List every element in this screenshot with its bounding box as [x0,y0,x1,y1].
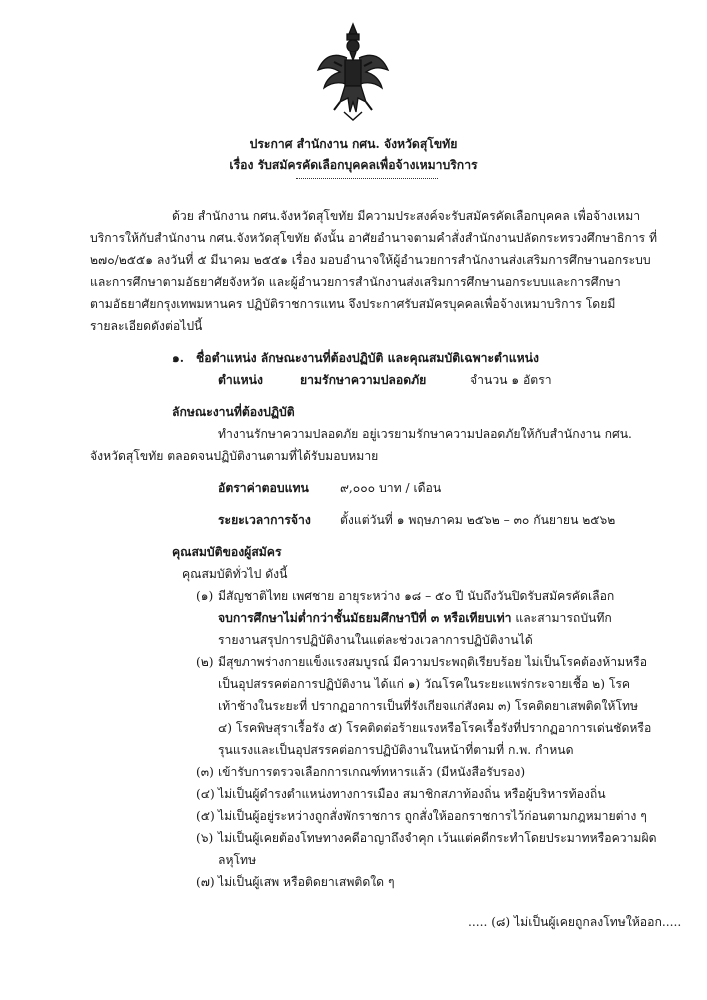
duty-text: จังหวัดสุโขทัย ตลอดจนปฏิบัติงานตามที่ได้รับมอบหมาย [90,449,379,463]
intro-line: รายละเอียดดังต่อไปนี้ [90,319,203,333]
qual-number: (๔) [196,787,215,801]
position-label: ตำแหน่ง [218,373,263,387]
section-title: ชื่อตำแหน่ง ลักษณะงานที่ต้องปฏิบัติ และคุณสมบัติเฉพาะตำแหน่ง [196,351,539,365]
announcement-title: ประกาศ สำนักงาน กศน. จังหวัดสุโขทัย [249,137,458,151]
intro-line: ด้วย สำนักงาน กศน.จังหวัดสุโขทัย มีความประสงค์จะรับสมัครคัดเลือกบุคคล เพื่อจ้างเหมา [172,209,641,223]
qual-text: มีสัญชาติไทย เพศชาย อายุระหว่าง ๑๘ – ๕๐ ปี นับถึงวันปิดรับสมัครคัดเลือก [218,589,615,603]
intro-line: ตามอัธยาศัยกรุงเทพมหานคร ปฏิบัติราชการแทน จึงประกาศรับสมัครบุคคลเพื่อจ้างเหมาบริการ โดยมี [90,297,616,311]
qual-number: (๗) [196,875,215,889]
pay-value: ๙,๐๐๐ บาท / เดือน [340,481,442,495]
pay-label: อัตราค่าตอบแทน [218,481,309,495]
qual-text: เป็นอุปสรรคต่อการปฏิบัติงาน ได้แก่ ๑) วัณโรคในระยะแพร่กระจายเชื้อ ๒) โรค [218,677,631,691]
qual-number: (๑) [196,589,214,603]
intro-line: และการศึกษาตามอัธยาศัยจังหวัด และผู้อำนวยการสำนักงานส่งเสริมการศึกษานอกระบบและการศึกษา [90,275,621,289]
period-value: ตั้งแต่วันที่ ๑ พฤษภาคม ๒๕๖๒ – ๓๐ กันยายน ๒๕๖๒ [340,513,616,527]
qual-text: เท้าช้างในระยะที่ ปรากฏอาการเป็นที่รังเกียจแก่สังคม ๓) โรคติดยาเสพติดให้โทษ [218,699,639,713]
qual-text: ๔) โรคพิษสุราเรื้อรัง ๕) โรคติดต่อร้ายแรงหรือโรคเรื้อรังที่ปรากฏอาการเด่นชัดหรือ [218,721,652,735]
intro-line: บริการให้กับสำนักงาน กศน.จังหวัดสุโขทัย ดังนั้น อาศัยอำนาจตามคำสั่งสำนักงานปลัดกระทรวงศึกษาธิการ ที่ [90,231,658,245]
qualification-subheading: คุณสมบัติทั่วไป ดังนี้ [182,567,288,581]
qual-text: ลหุโทษ [218,853,257,867]
qual-number: (๒) [196,655,214,669]
qual-text [218,610,612,626]
qual-text-bold: จบการศึกษาไม่ต่ำกว่าชั้นมัธยมศึกษาปีที่ ๓ หรือเทียบเท่า [218,611,512,625]
duty-text: ทำงานรักษาความปลอดภัย อยู่เวรยามรักษาความปลอดภัยให้กับสำนักงาน กศน. [218,427,632,441]
section-number: ๑. [172,351,184,365]
announcement-subject: เรื่อง รับสมัครคัดเลือกบุคคลเพื่อจ้างเหมาบริการ [229,158,478,172]
garuda-emblem-icon [314,22,392,122]
continuation-note: ..... (๘) ไม่เป็นผู้เคยถูกลงโทษให้ออก..... [468,915,682,929]
qual-number: (๕) [196,809,215,823]
qual-text: มีสุขภาพร่างกายแข็งแรงสมบูรณ์ มีความประพฤติเรียบร้อย ไม่เป็นโรคต้องห้ามหรือ [218,655,648,669]
intro-line: ๒๗๐/๒๕๕๑ ลงวันที่ ๕ มีนาคม ๒๕๕๑ เรื่อง มอบอำนาจให้ผู้อำนวยการสำนักงานส่งเสริมการศึกษานอกระบบ [90,253,651,267]
qual-text: รุนแรงและเป็นอุปสรรคต่อการปฏิบัติงานในหน้าที่ตามที่ ก.พ. กำหนด [218,743,574,757]
qual-number: (๓) [196,765,214,779]
qualification-heading: คุณสมบัติของผู้สมัคร [172,545,282,559]
title-divider [296,178,438,179]
duty-heading: ลักษณะงานที่ต้องปฏิบัติ [172,405,295,419]
qual-text-rest: และสามารถบันทึก [511,611,612,625]
qual-text: ไม่เป็นผู้อยู่ระหว่างถูกสั่งพักราชการ ถูกสั่งให้ออกราชการไว้ก่อนตามกฎหมายต่าง ๆ [218,809,647,823]
qual-number: (๖) [196,831,214,845]
qual-text: ไม่เป็นผู้ดำรงตำแหน่งทางการเมือง สมาชิกสภาท้องถิ่น หรือผู้บริหารท้องถิ่น [218,787,606,801]
position-value: ยามรักษาความปลอดภัย [300,373,427,387]
position-count: จำนวน ๑ อัตรา [470,373,552,387]
period-label: ระยะเวลาการจ้าง [218,513,311,527]
qual-text: รายงานสรุปการปฏิบัติงานในแต่ละช่วงเวลาการปฏิบัติงานได้ [218,633,533,647]
qual-text: ไม่เป็นผู้เสพ หรือติดยาเสพติดใด ๆ [218,875,395,889]
qual-text: เข้ารับการตรวจเลือกการเกณฑ์ทหารแล้ว (มีหนังสือรับรอง) [218,765,526,779]
qual-text: ไม่เป็นผู้เคยต้องโทษทางคดีอาญาถึงจำคุก เว้นแต่คดีกระทำโดยประมาทหรือความผิด [218,831,657,845]
